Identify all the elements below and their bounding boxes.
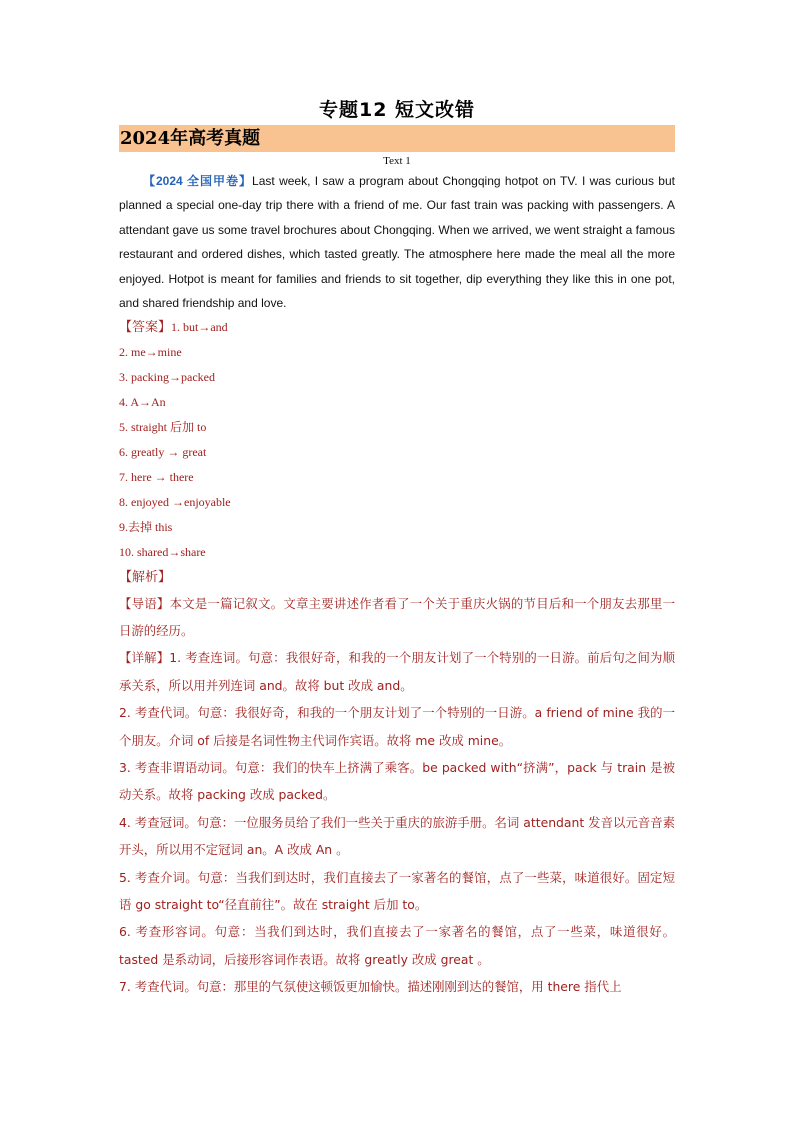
answer-item: 8. enjoyed →enjoyable xyxy=(119,494,231,509)
analysis-label: 【解析】 xyxy=(119,569,172,585)
detail-paragraph: 2. 考查代词。句意：我很好奇，和我的一个朋友计划了一个特别的一日游。a friend of mine 我的一个朋友。介词 of 后接是名词性物主代词作宾语。故将 me 改成 mine。 xyxy=(119,705,675,748)
detail-paragraph: 7. 考查代词。句意：那里的气氛使这顿饭更加愉快。描述刚刚到达的餐馆，用 there 指代上 xyxy=(119,979,622,995)
section-banner: 2024年高考真题 xyxy=(119,125,675,152)
detail-label: 【详解】 xyxy=(119,650,170,666)
guide-text: 本文是一篇记叙文。文章主要讲述作者看了一个关于重庆火锅的节目后和一个朋友去那里一日游的经历。 xyxy=(119,595,676,638)
answer-item: 10. shared→share xyxy=(119,544,206,559)
detail-paragraph xyxy=(119,644,675,699)
answer-item: 2. me→mine xyxy=(119,345,182,360)
document-page xyxy=(119,96,675,1001)
passage-text: Last week, I saw a program about Chongqing hotpot on TV. I was curious but planned a special one-day trip there with a friend of me. Our fast train was packing with passengers. A attendant gave us some travel brochures about Chongqing. When we arrived, we went straight a famous restaurant and ordered dishes, which tasted greatly. The atmosphere here made the meal all the more enjoyed. Hotpot is meant for families and friends to sit together, dip everything they like this in one pot, and shared friendship and love. xyxy=(119,174,675,311)
answer-item: 9.去掉 this xyxy=(119,519,173,534)
detail-paragraph: 5. 考查介词。句意：当我们到达时，我们直接去了一家著名的餐馆，点了一些菜，味道很好。固定短语 go straight to“径直前往”。故在 straight 后加 to。 xyxy=(119,869,675,913)
detail-paragraph: 3. 考查非谓语动词。句意：我们的快车上挤满了乘客。be packed with“挤满”，pack 与 train 是被动关系。故将 packing 改成 packed。 xyxy=(119,760,675,803)
answer-label: 【答案】 xyxy=(119,320,172,336)
guide-paragraph xyxy=(119,590,675,645)
detail-paragraph: 4. 考查冠词。句意：一位服务员给了我们一些关于重庆的旅游手册。名词 attendant 发音以元音音素开头，所以用不定冠词 an。A 改成 An 。 xyxy=(119,814,675,858)
answer-item: 5. straight 后加 to xyxy=(119,420,207,435)
source-tag: 【2024 全国甲卷】 xyxy=(143,174,253,188)
detail-paragraph: 6. 考查形容词。句意：当我们到达时，我们直接去了一家著名的餐馆，点了一些菜，味道很好。tasted 是系动词，后接形容词作表语。故将 greatly 改成 great 。 xyxy=(119,924,675,967)
passage-paragraph xyxy=(119,169,675,315)
answer-item: 4. A→An xyxy=(119,395,166,410)
page-title: 专题12 短文改错 xyxy=(318,99,476,121)
answer-item: 1. but→and xyxy=(171,320,228,335)
answer-item: 6. greatly → great xyxy=(119,445,207,460)
answer-item: 7. here → there xyxy=(119,469,194,484)
text-subtitle: Text 1 xyxy=(383,155,411,167)
detail-item: 1. 考查连词。句意：我很好奇，和我的一个朋友计划了一个特别的一日游。前后句之间为顺承关系，所以用并列连词 and。故将 but 改成 and。 xyxy=(119,650,676,693)
answer-item: 3. packing→packed xyxy=(119,370,215,385)
guide-label: 【导语】 xyxy=(119,595,170,611)
